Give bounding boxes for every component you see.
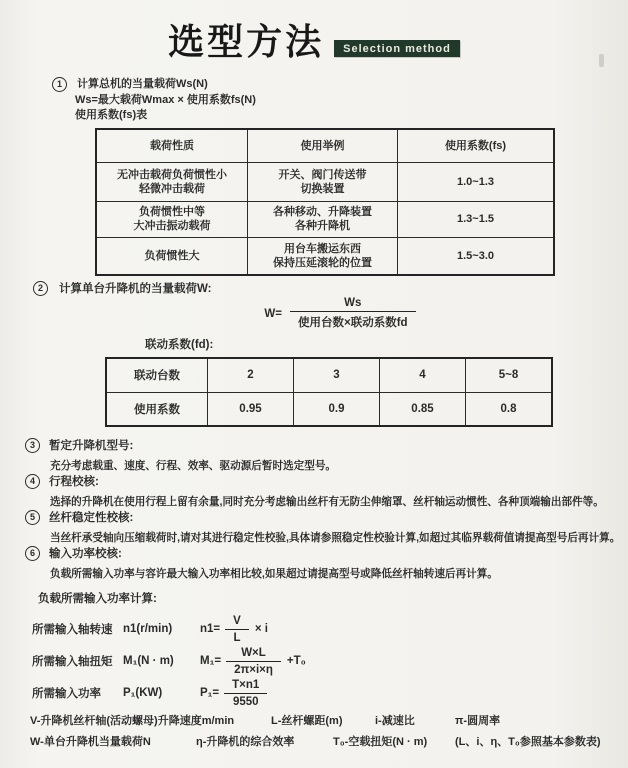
cell-load-nature (96, 237, 248, 275)
cell-value: 5~8 (466, 358, 553, 392)
section-2-heading: 计算单台升降机的当量载荷W: (59, 283, 212, 295)
cell-text: 切换装置 (300, 182, 345, 195)
step-4-number-icon: 4 (25, 474, 40, 489)
fraction-denominator: 9550 (232, 695, 259, 708)
cell-text: 无冲击载荷负荷惯性小 (117, 168, 227, 181)
legend-item-v: V-升降机丝杆轴(活动螺母)升降速度m/min (30, 715, 235, 727)
section-4-body: 选择的升降机在使用行程上留有余量,同时充分考虑输出丝杆有无防尘伸缩罩、丝杆轴运动惯性、各种顶端输出部件等。 (50, 496, 604, 508)
formula-lhs: M₁= (200, 655, 222, 667)
cell-load-nature (96, 162, 248, 201)
formula-fraction (290, 297, 416, 330)
fraction-denominator: L (233, 631, 241, 644)
cell-usage-example (248, 201, 398, 237)
cell-value: 0.95 (208, 392, 294, 426)
formula-lhs: P₁= (200, 687, 220, 699)
section-1-heading: 计算总机的当量载荷Ws(N) (77, 78, 208, 90)
cell-usage-factor: 1.0~1.3 (398, 162, 555, 201)
cell-text: 大冲击振动载荷 (133, 220, 211, 232)
formula-lhs: W= (264, 307, 282, 320)
section-equivalent-load-total (52, 77, 256, 124)
power-row-speed (32, 612, 268, 646)
cell-linked-units-label: 联动台数 (106, 358, 208, 392)
cell-value: 0.9 (294, 392, 380, 426)
col-header-load-nature: 载荷性质 (96, 129, 248, 162)
legend-item-t0: T₀-空载扭矩(N · m) (333, 736, 428, 748)
section-1-formula: Ws=最大载荷Wmax × 使用系数fs(N) (75, 93, 256, 106)
cell-value: 0.8 (466, 392, 553, 426)
col-header-usage-factor: 使用系数(fs) (398, 129, 555, 162)
col-header-usage-example: 使用举例 (248, 129, 398, 162)
step-5-number-icon: 5 (25, 510, 40, 525)
scan-artifact (599, 54, 604, 67)
power-row-symbol: M₁(N · m) (123, 655, 174, 667)
section-5-body: 当丝杆承受轴向压缩载荷时,请对其进行稳定性校验,具体请参照稳定性校验计算,如超过其临界载荷值请提高型号后再计算。 (50, 532, 621, 544)
fraction-denominator: 2π×i×η (234, 663, 273, 676)
table-row (96, 237, 554, 275)
power-row-name: 所需输入轴扭矩 (32, 656, 113, 668)
equivalent-load-formula (0, 297, 628, 330)
cell-text: 各种移动、升降装置 (273, 206, 372, 218)
linkage-factor-table (105, 357, 553, 427)
cell-usage-factor: 1.5~3.0 (398, 237, 555, 275)
fraction-numerator: V (225, 615, 249, 630)
formula-fraction (224, 679, 267, 708)
table-header-row (96, 129, 554, 162)
section-5-heading: 丝杆稳定性校核: (49, 512, 134, 524)
power-row-symbol: P₁(KW) (123, 687, 163, 699)
formula-suffix: × i (254, 623, 268, 635)
section-stroke-check (25, 473, 604, 509)
cell-text: 开关、阀门传送带 (278, 168, 367, 181)
cell-text: 负荷惯性大 (144, 249, 200, 262)
cell-text: 保持压延滚轮的位置 (273, 256, 372, 269)
section-6-body: 负载所需输入功率与容许最大输入功率相比较,如果超过请提高型号或降低丝杆轴转速后再计算。 (50, 568, 498, 580)
legend-item-reference-note: (L、i、η、T₀参照基本参数表) (455, 736, 601, 748)
table-row (96, 162, 554, 201)
cell-usage-example (248, 237, 398, 275)
table-row (106, 358, 552, 392)
power-calc-title: 负载所需输入功率计算: (38, 593, 157, 605)
fraction-numerator: W×L (226, 647, 281, 662)
linkage-factor-label: 联动系数(fd): (145, 339, 214, 351)
step-2-number-icon: 2 (33, 281, 48, 296)
cell-text: 轻微冲击载荷 (139, 182, 205, 195)
section-model-selection (25, 437, 336, 473)
cell-value: 2 (208, 358, 294, 392)
legend-item-w: W-单台升降机当量载荷N (30, 736, 151, 748)
page-title-badge-en: Selection method (334, 40, 460, 57)
cell-text: 用台车搬运东西 (284, 242, 361, 255)
section-1-table-caption: 使用系数(fs)表 (75, 109, 148, 121)
section-screw-stability-check (25, 509, 620, 545)
legend-item-eta: η-升降机的综合效率 (196, 736, 295, 748)
step-6-number-icon: 6 (25, 546, 40, 561)
power-row-name: 所需输入功率 (32, 688, 101, 700)
cell-value: 3 (294, 358, 380, 392)
step-1-number-icon: 1 (52, 77, 67, 92)
formula-lhs: n1= (200, 623, 221, 635)
page-title: 选型方法 (168, 21, 325, 62)
section-equivalent-load-single (33, 280, 211, 296)
section-3-heading: 暂定升降机型号: (49, 440, 134, 452)
table-row (106, 392, 552, 426)
legend-item-pi: π-圆周率 (455, 715, 501, 727)
legend-item-l: L-丝杆螺距(m) (271, 715, 343, 727)
power-row-power (32, 676, 273, 710)
formula-fraction (225, 615, 249, 644)
power-row-torque (32, 644, 306, 678)
cell-usage-example (248, 162, 398, 201)
step-3-number-icon: 3 (25, 438, 40, 453)
usage-factor-table (95, 128, 555, 276)
cell-usage-factor: 1.3~1.5 (398, 201, 555, 237)
section-3-body: 充分考虑载重、速度、行程、效率、驱动源后暂时选定型号。 (50, 460, 337, 472)
cell-text: 负荷惯性中等 (139, 206, 205, 218)
cell-text: 各种升降机 (295, 220, 350, 232)
section-4-heading: 行程校核: (49, 476, 99, 488)
section-6-heading: 输入功率校核: (49, 548, 122, 560)
fraction-numerator: T×n1 (224, 679, 267, 694)
page-header (0, 21, 628, 62)
cell-value: 0.85 (380, 392, 466, 426)
formula-suffix: +T₀ (286, 655, 306, 667)
cell-load-nature (96, 201, 248, 237)
cell-usage-factor-label: 使用系数 (106, 392, 208, 426)
fraction-denominator: 使用台数×联动系数fd (298, 317, 408, 329)
fraction-numerator: Ws (290, 297, 416, 312)
section-input-power-check (25, 545, 498, 581)
table-row (96, 201, 554, 237)
formula-fraction (226, 647, 281, 676)
cell-value: 4 (380, 358, 466, 392)
power-row-name: 所需输入轴转速 (32, 624, 113, 636)
legend-item-i: i-减速比 (375, 715, 415, 727)
power-row-symbol: n1(r/min) (123, 623, 173, 635)
